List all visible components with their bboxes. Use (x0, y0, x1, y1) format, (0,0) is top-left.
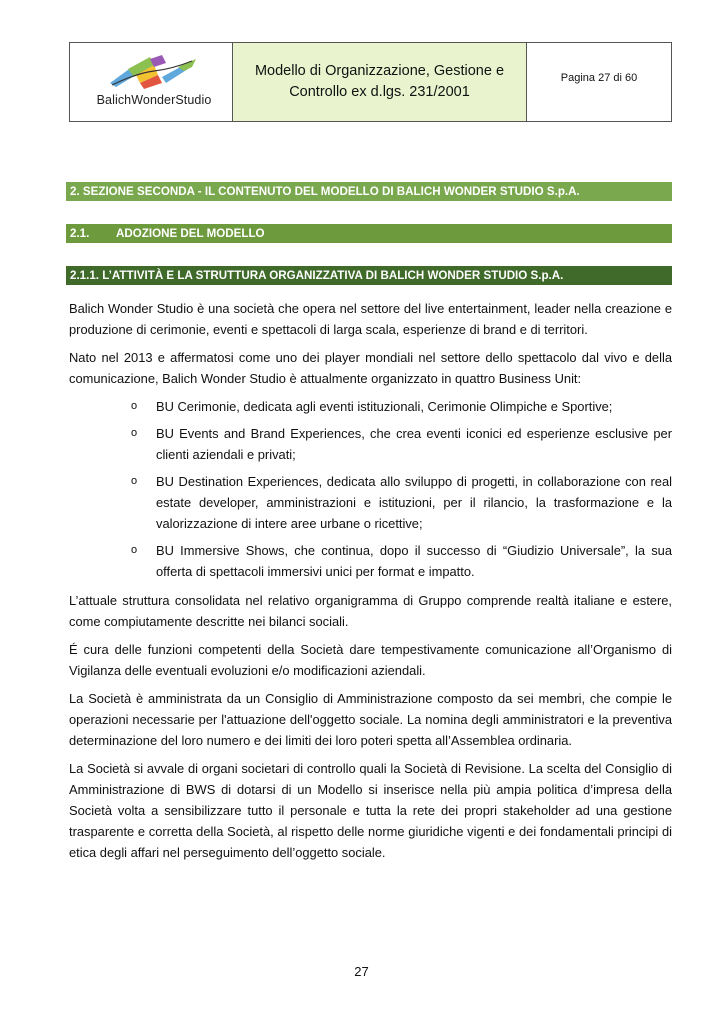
section-2-1-title: ADOZIONE DEL MODELLO (116, 227, 265, 240)
list-item-text: BU Destination Experiences, dedicata allo sviluppo di progetti, in collaborazione con real estate developer, amministrazioni e istituzioni, per il rilancio, la trasformazione e la valorizzazione di intere aree urbane o ricettive; (156, 474, 672, 531)
list-item (69, 471, 672, 534)
section-2-heading: 2. SEZIONE SECONDA - IL CONTENUTO DEL MODELLO DI BALICH WONDER STUDIO S.p.A. (66, 182, 672, 201)
logo-cell (70, 43, 233, 121)
document-title-line2: Controllo ex d.lgs. 231/2001 (289, 84, 470, 100)
list-item (69, 540, 672, 582)
list-item (69, 423, 672, 465)
section-body (69, 298, 672, 870)
list-item-text: BU Immersive Shows, che continua, dopo il successo di “Giudizio Universale”, la sua offerta di spettacoli immersivi unici per format e impatto. (156, 543, 672, 579)
bullet-icon: o (131, 475, 138, 487)
section-2-1-heading (66, 224, 672, 243)
list-item-text: BU Events and Brand Experiences, che crea eventi iconici ed esperienze esclusive per clienti aziendali e privati; (156, 426, 672, 462)
paragraph-board: La Società è amministrata da un Consiglio di Amministrazione composto da sei membri, che compie le operazioni necessarie per l'attuazione dell'oggetto sociale. La nomina degli amministratori e la preventiva determinazione del loro numero e dei limiti dei loro poteri spetta all’Assemblea ordinaria. (69, 691, 672, 748)
document-title (233, 43, 527, 121)
paragraph-group-structure: L’attuale struttura consolidata nel relativo organigramma di Gruppo comprende realtà italiane e estere, come compiutamente descritte nei bilanci sociali. (69, 593, 672, 629)
document-header (69, 42, 672, 122)
bullet-icon: o (131, 427, 138, 439)
bullet-icon: o (131, 544, 138, 556)
balich-logo-icon (92, 53, 210, 93)
page-indicator: Pagina 27 di 60 (560, 72, 638, 84)
paragraph-odv-communication: É cura delle funzioni competenti della Società dare tempestivamente comunicazione all’Organismo di Vigilanza delle eventuali evoluzioni e/o modificazioni aziendali. (69, 642, 672, 678)
paragraph-business-units: Nato nel 2013 e affermatosi come uno dei player mondiali nel settore dello spettacolo dal vivo e della comunicazione, Balich Wonder Studio è attualmente organizzato in quattro Business Unit: (69, 350, 672, 386)
list-item-text: BU Cerimonie, dedicata agli eventi istituzionali, Cerimonie Olimpiche e Sportive; (156, 399, 613, 414)
paragraph-control-bodies: La Società si avvale di organi societari di controllo quali la Società di Revisione. La scelta del Consiglio di Amministrazione di BWS di dotarsi di un Modello si inserisce nella più ampia politica d’impresa della Società volta a sensibilizzare tutto il personale e tutta la rete dei propri stakeholder ad una gestione trasparente e corretta della Società, al rispetto delle norme giuridiche vigenti e dei fondamentali principi di etica degli affari nel perseguimento dell’oggetto sociale. (69, 761, 672, 860)
bullet-icon: o (131, 400, 138, 412)
page-number: 27 (354, 964, 369, 979)
section-2-1-1-heading: 2.1.1. L’ATTIVITÀ E LA STRUTTURA ORGANIZZATIVA DI BALICH WONDER STUDIO S.p.A. (66, 266, 672, 285)
logo-text: BalichWonderStudio (96, 93, 212, 107)
list-item (69, 396, 672, 417)
document-title-line1: Modello di Organizzazione, Gestione e (254, 63, 505, 79)
paragraph-intro: Balich Wonder Studio è una società che opera nel settore del live entertainment, leader nella creazione e produzione di cerimonie, eventi e spettacoli di larga scala, esperienze di brand e di territori. (69, 301, 672, 337)
section-2-1-number: 2.1. (70, 227, 90, 240)
business-unit-list (69, 396, 672, 582)
